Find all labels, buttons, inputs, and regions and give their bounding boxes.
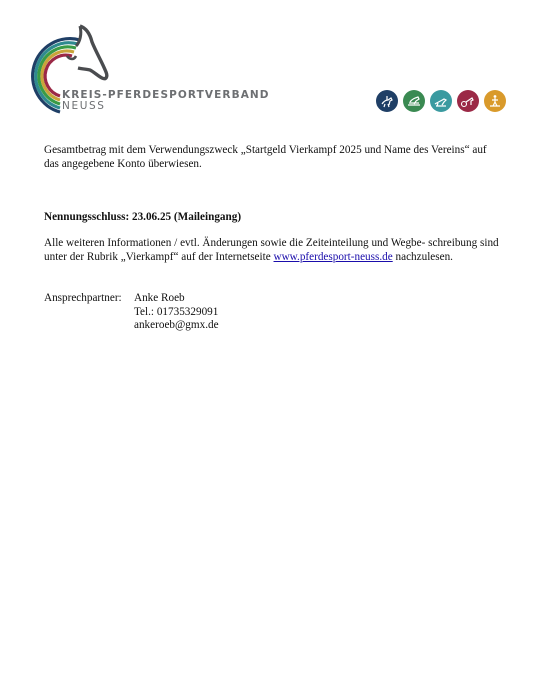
logo-title: PFERDESPORTVERBAND — [107, 89, 270, 101]
payment-paragraph — [44, 144, 499, 171]
page-header — [0, 0, 541, 125]
contact-phone: Tel.: 01735329091 — [134, 305, 219, 318]
contact-block — [44, 292, 219, 333]
dressage-icon — [376, 90, 398, 112]
kreis-pferdesportverband-logo — [20, 22, 270, 117]
info-text-end: nachzulesen. — [392, 250, 453, 263]
eventing-icon — [430, 90, 452, 112]
info-text: Alle weiteren Informationen / evtl. Änderungen sowie die Zeiteinteilung und Wegbe- schreibung sind unter der Rubrik „Vierkampf“ auf der Internetseite — [44, 237, 499, 263]
contact-label: Ansprechpartner: — [44, 292, 122, 304]
logo-wordmark — [62, 90, 270, 112]
info-paragraph — [44, 237, 499, 264]
logo-subtitle: NEUSS — [62, 100, 106, 112]
discipline-icons — [376, 90, 506, 112]
contact-email: ankeroeb@gmx.de — [134, 319, 219, 331]
jumping-icon — [403, 90, 425, 112]
website-link[interactable]: www.pferdesport-neuss.de — [273, 250, 393, 263]
contact-name: Anke Roeb — [134, 292, 185, 304]
driving-icon — [457, 90, 479, 112]
contact-details — [134, 292, 219, 333]
vaulting-icon — [484, 90, 506, 112]
entry-deadline: Nennungsschluss: 23.06.25 (Maileingang) — [44, 211, 242, 223]
logo-prefix: KREIS- — [62, 89, 108, 101]
payment-text: Gesamtbetrag mit dem Verwendungszweck „Startgeld Vierkampf 2025 und Name des Vereins“ auf das angegebene Konto überwiesen. — [44, 144, 487, 170]
